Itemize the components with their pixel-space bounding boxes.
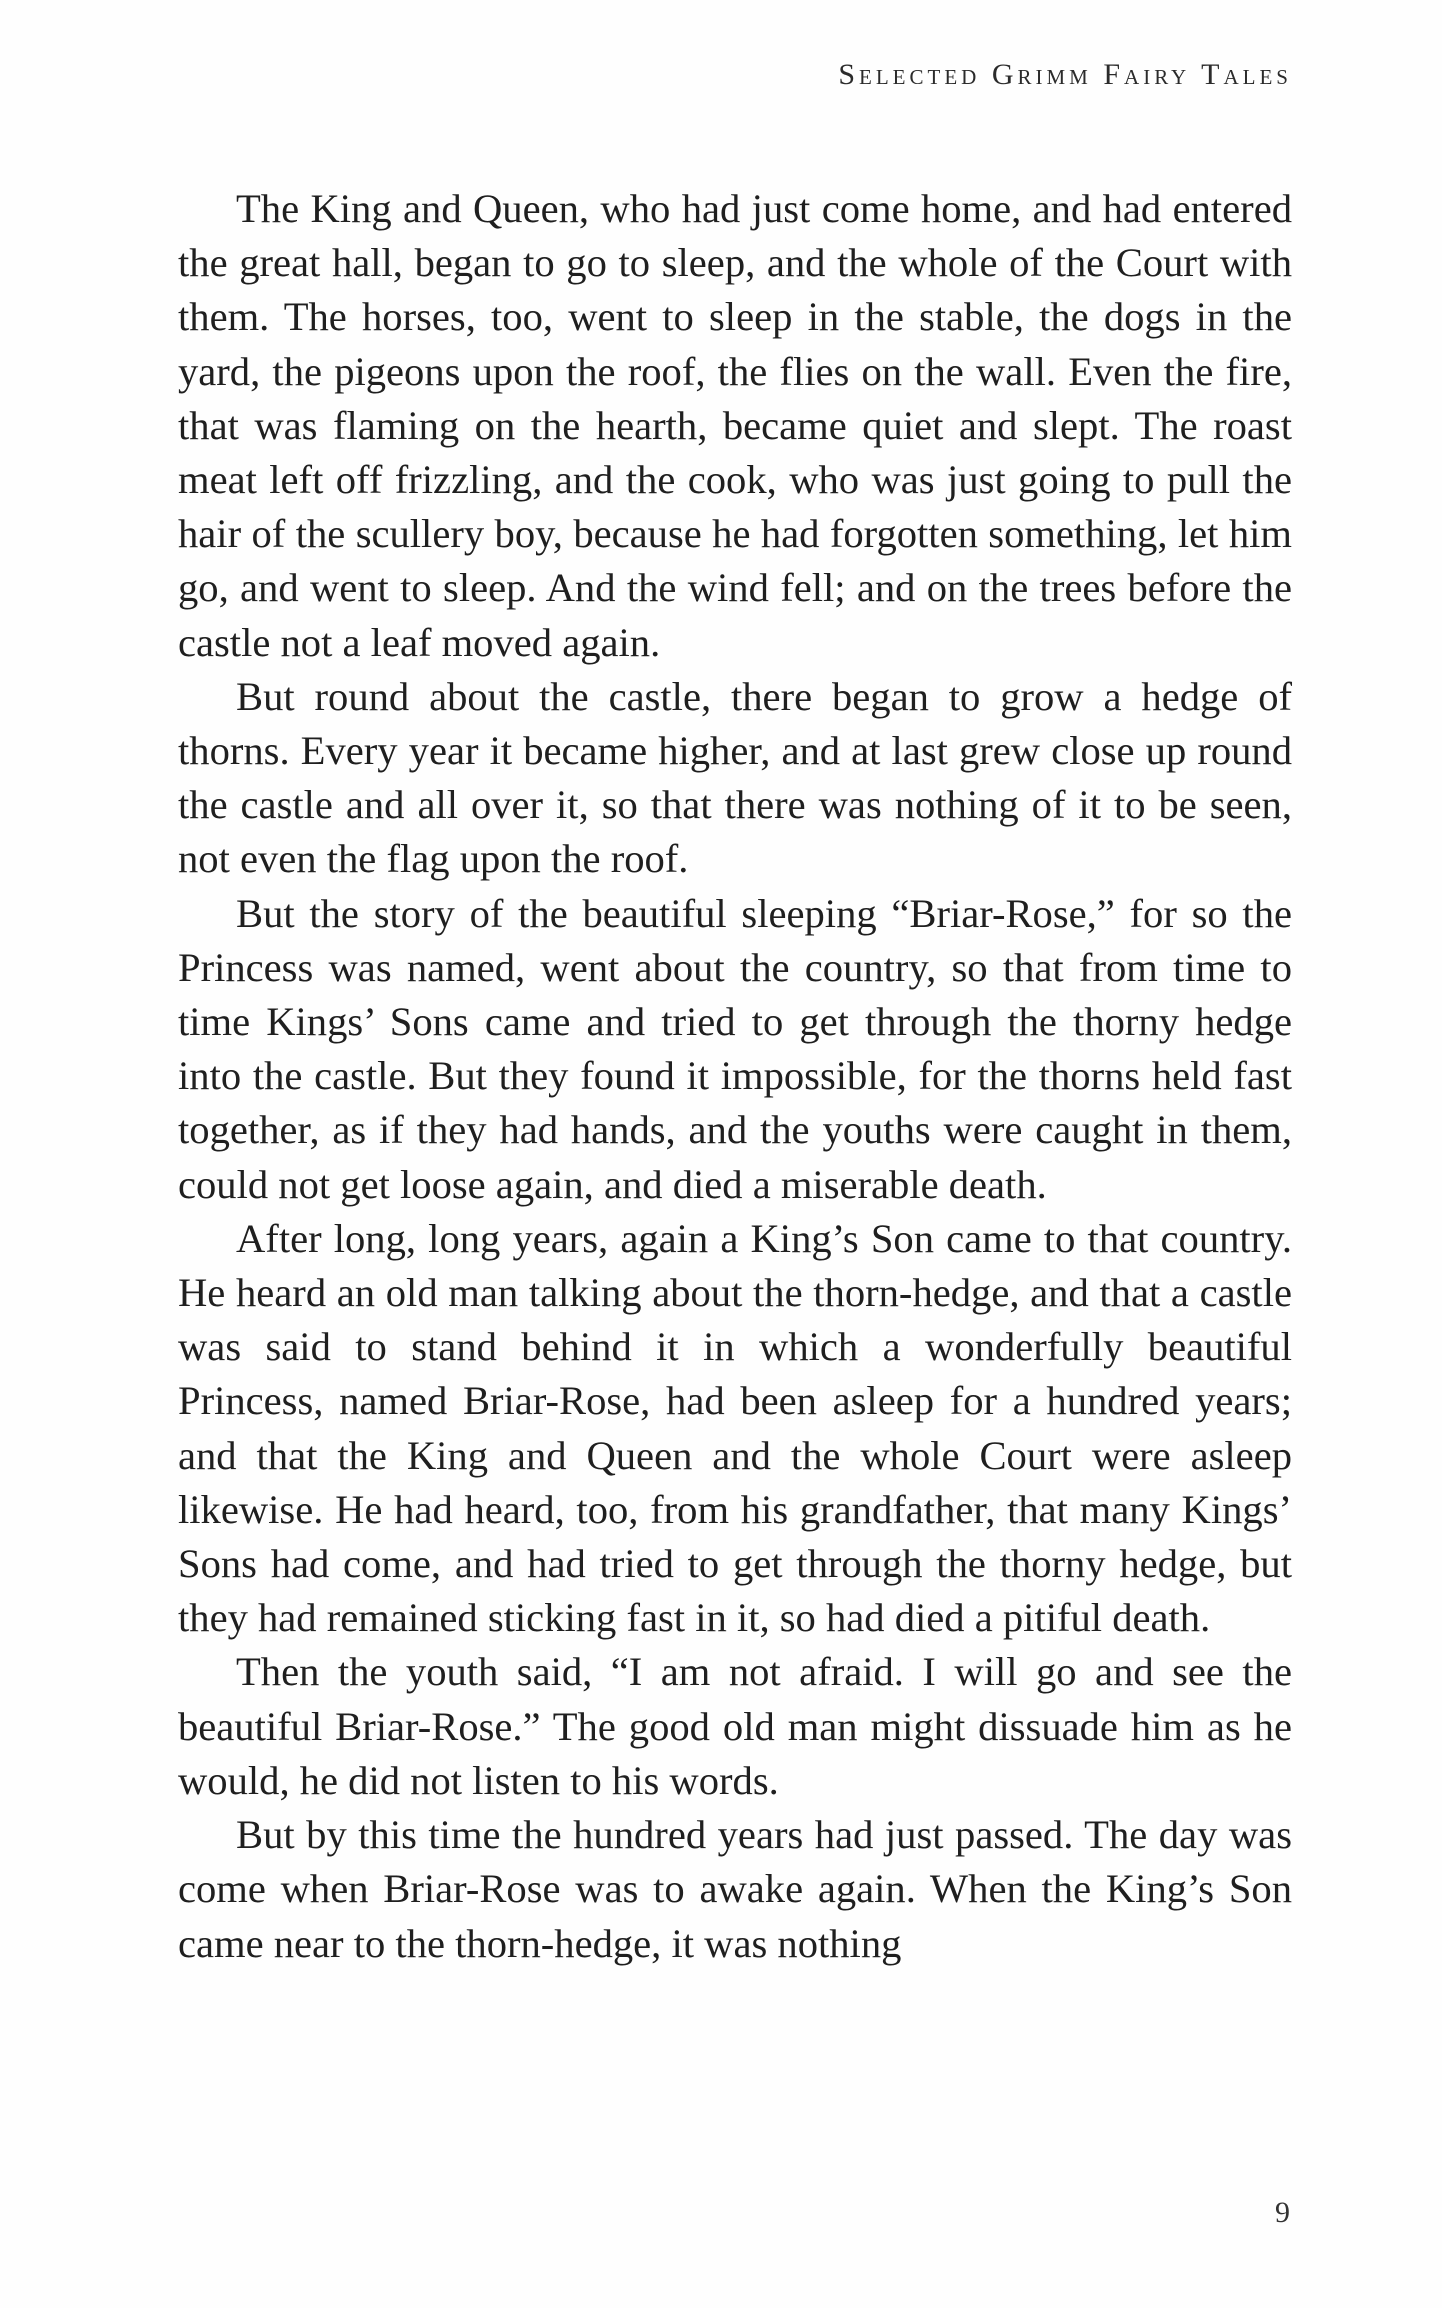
paragraph-4: After long, long years, again a King’s Son came to that country. He heard an old man talking about the thorn-hedge, and that a castle was said to stand behind it in which a wonderfully beautiful Princess, named Briar-Rose, had been asleep for a hundred years; and that the King and Queen and the whole Court were asleep likewise. He had heard, too, from his grandfather, that many Kings’ Sons had come, and had tried to get through the thorny hedge, but they had remained sticking fast in it, so had died a pitiful death. <box>178 1215 1292 1641</box>
body-text <box>178 182 1292 1971</box>
paragraph-2: But round about the castle, there began to grow a hedge of thorns. Every year it became higher, and at last grew close up round the castle and all over it, so that there was nothing of it to be seen, not even the flag upon the roof. <box>178 673 1292 882</box>
page-number: 9 <box>1275 2196 1290 2229</box>
paragraph-6: But by this time the hundred years had just passed. The day was come when Briar-Rose was to awake again. When the King’s Son came near to the thorn-hedge, it was nothing <box>178 1812 1292 1966</box>
paragraph-1: The King and Queen, who had just come home, and had entered the great hall, began to go to sleep, and the whole of the Court with them. The horses, too, went to sleep in the stable, the dogs in the yard, the pigeons upon the roof, the flies on the wall. Even the fire, that was flaming on the hearth, became quiet and slept. The roast meat left off frizzling, and the cook, who was just going to pull the hair of the scullery boy, because he had forgotten something, let him go, and went to sleep. And the wind fell; and on the trees before the castle not a leaf moved again. <box>178 186 1292 665</box>
running-head-title: Selected Grimm Fairy Tales <box>838 58 1292 91</box>
paragraph-5: Then the youth said, “I am not afraid. I will go and see the beautiful Briar-Rose.” The good old man might dissuade him as he would, he did not listen to his words. <box>178 1649 1292 1803</box>
paragraph-3: But the story of the beautiful sleeping “Briar-Rose,” for so the Princess was named, went about the country, so that from time to time Kings’ Sons came and tried to get through the thorny hedge into the castle. But they found it impossible, for the thorns held fast together, as if they had hands, and the youths were caught in them, could not get loose again, and died a miserable death. <box>178 890 1292 1207</box>
